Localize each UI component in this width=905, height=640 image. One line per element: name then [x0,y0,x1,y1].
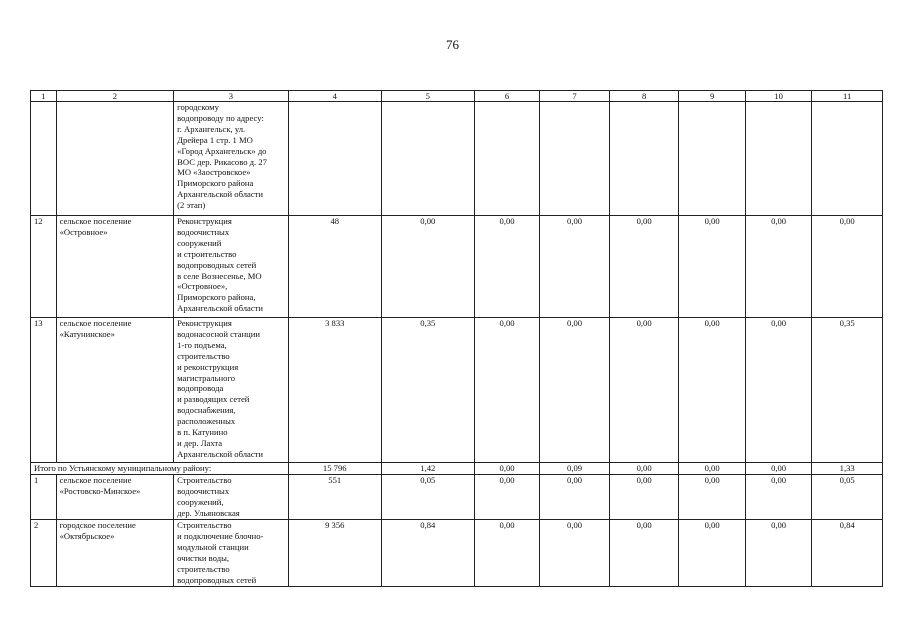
total-value-cell: 0,00 [745,463,811,475]
total-value-cell: 0,00 [679,463,745,475]
value-cell [381,102,474,216]
row-number-cell: 1 [31,475,57,520]
value-cell [812,102,883,216]
table-row [31,520,883,587]
row-number-cell [31,102,57,216]
row-number-cell: 13 [31,318,57,463]
column-number: 10 [745,91,811,102]
value-cell: 0,05 [812,475,883,520]
value-cell: 0,35 [381,318,474,463]
project-cell: Реконструкция водонасосной станции 1-го подъема, строительство и реконструкция магистрального водопровода и разводящих сетей водоснабжения, расположенных в п. Катунино и дер. Лахта Архангельской области [174,318,289,463]
value-cell: 0,84 [381,520,474,587]
value-cell: 551 [288,475,381,520]
row-number-cell: 12 [31,216,57,318]
table-row [31,216,883,318]
value-cell: 0,00 [745,216,811,318]
total-value-cell: 1,42 [381,463,474,475]
table-row [31,318,883,463]
page-number: 76 [446,37,459,52]
value-cell: 0,00 [474,475,539,520]
column-number: 6 [474,91,539,102]
value-cell: 0,00 [540,318,610,463]
value-cell: 0,00 [609,520,679,587]
total-value-cell: 0,00 [474,463,539,475]
value-cell: 0,00 [474,318,539,463]
value-cell: 0,00 [745,475,811,520]
table-row [31,102,883,216]
total-value-cell: 0,09 [540,463,610,475]
project-cell: Реконструкция водоочистных сооружений и строительство водопроводных сетей в селе Вознесенье, МО «Островное», Приморского района, Архангельской области [174,216,289,318]
value-cell [474,102,539,216]
total-value-cell: 1,33 [812,463,883,475]
value-cell: 0,00 [679,318,745,463]
column-number: 11 [812,91,883,102]
table-row [31,475,883,520]
column-number: 1 [31,91,57,102]
value-cell: 0,00 [679,520,745,587]
row-number-cell: 2 [31,520,57,587]
total-value-cell: 15 796 [288,463,381,475]
value-cell: 0,00 [679,216,745,318]
value-cell: 0,00 [745,520,811,587]
column-number: 4 [288,91,381,102]
value-cell: 0,00 [540,475,610,520]
value-cell [288,102,381,216]
project-cell: Строительство и подключение блочно- модульной станции очистки воды, строительство водопроводных сетей [174,520,289,587]
settlement-cell: сельское поселение «Катунинское» [56,318,174,463]
settlement-cell: сельское поселение «Островное» [56,216,174,318]
column-number: 5 [381,91,474,102]
value-cell: 0,00 [679,475,745,520]
column-number: 2 [56,91,174,102]
value-cell: 9 356 [288,520,381,587]
value-cell: 0,84 [812,520,883,587]
column-number: 7 [540,91,610,102]
value-cell: 0,00 [812,216,883,318]
value-cell: 0,00 [540,520,610,587]
project-cell: городскому водопроводу по адресу: г. Архангельск, ул. Дрейера 1 стр. 1 МО «Город Архангельск» до ВОС дер. Рикасово д. 27 МО «Заостровское» Приморского района Архангельской области (2 этап) [174,102,289,216]
value-cell: 0,00 [609,475,679,520]
value-cell: 0,35 [812,318,883,463]
project-cell: Строительство водоочистных сооружений, дер. Ульяновская [174,475,289,520]
value-cell [679,102,745,216]
value-cell [540,102,610,216]
value-cell: 0,00 [609,216,679,318]
total-value-cell: 0,00 [609,463,679,475]
value-cell: 0,00 [540,216,610,318]
settlement-cell: городское поселение «Октябрьское» [56,520,174,587]
value-cell [745,102,811,216]
total-label: Итого по Устьянскому муниципальному району: [31,463,289,475]
value-cell: 0,00 [474,216,539,318]
settlement-cell: сельское поселение «Ростовско-Минское» [56,475,174,520]
total-row [31,463,883,475]
column-number: 8 [609,91,679,102]
investment-table [30,90,883,587]
value-cell: 0,00 [381,216,474,318]
value-cell: 0,00 [745,318,811,463]
value-cell: 0,05 [381,475,474,520]
settlement-cell [56,102,174,216]
column-number: 9 [679,91,745,102]
value-cell: 0,00 [609,318,679,463]
column-number-row [31,91,883,102]
column-number: 3 [174,91,289,102]
value-cell [609,102,679,216]
value-cell: 0,00 [474,520,539,587]
value-cell: 48 [288,216,381,318]
value-cell: 3 833 [288,318,381,463]
